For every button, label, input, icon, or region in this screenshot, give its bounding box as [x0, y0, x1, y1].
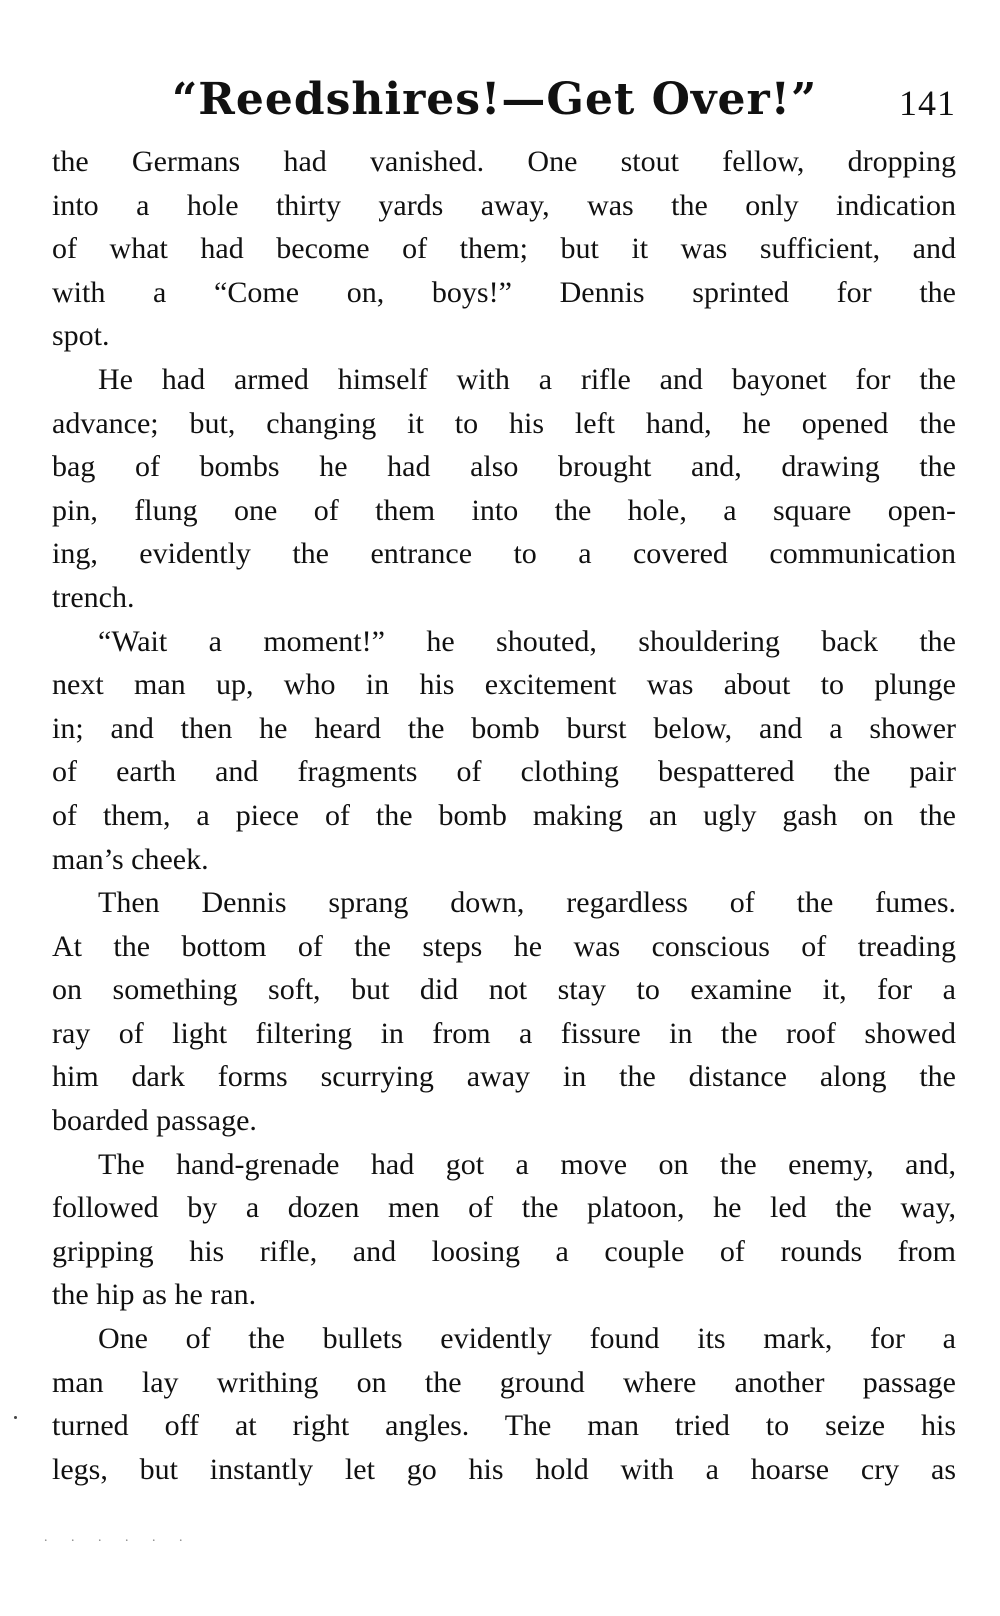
text-line: legs, but instantly let go his hold with a hoarse cry as [52, 1452, 956, 1486]
text-line: on something soft, but did not stay to examine it, for a [52, 973, 956, 1007]
text-line: advance; but, changing it to his left hand, he opened the [52, 406, 956, 440]
text-line: boarded passage. [52, 1104, 257, 1138]
text-line: spot. [52, 319, 110, 353]
text-line: of earth and fragments of clothing bespattered the pair [52, 755, 956, 789]
text-line: with a “Come on, boys!” Dennis sprinted for the [52, 275, 956, 309]
text-line: the Germans had vanished. One stout fellow, dropping [52, 145, 956, 178]
running-head [52, 72, 956, 132]
text-line: The hand-grenade had got a move on the enemy, and, [98, 1147, 956, 1181]
text-line: next man up, who in his excitement was about to plunge [52, 668, 956, 702]
text-line: ray of light filtering in from a fissure in the roof showed [52, 1016, 956, 1050]
text-line: of them, a piece of the bomb making an ugly gash on the [52, 798, 956, 832]
footer-dots: . . . . . . [44, 1530, 193, 1545]
text-line: in; and then he heard the bomb burst below, and a shower [52, 711, 956, 745]
text-line: pin, flung one of them into the hole, a square open- [52, 493, 956, 527]
text-line: At the bottom of the steps he was conscious of treading [52, 929, 956, 963]
page-number: 141 [899, 83, 956, 123]
text-line: He had armed himself with a rifle and bayonet for the [98, 362, 956, 396]
text-line: “Wait a moment!” he shouted, shouldering back the [98, 624, 956, 658]
text-line: ing, evidently the entrance to a covered communication [52, 537, 956, 571]
text-line: him dark forms scurrying away in the distance along the [52, 1060, 956, 1094]
text-line: bag of bombs he had also brought and, drawing the [52, 450, 956, 484]
text-line: man lay writhing on the ground where another passage [52, 1365, 956, 1399]
text-line: into a hole thirty yards away, was the only indication [52, 188, 956, 222]
text-line: turned off at right angles. The man tried to seize his [52, 1409, 956, 1443]
text-line: the hip as he ran. [52, 1278, 257, 1312]
text-line: man’s cheek. [52, 842, 209, 876]
margin-speck [14, 1416, 17, 1419]
body-text [52, 140, 956, 1491]
text-line: gripping his rifle, and loosing a couple of rounds from [52, 1234, 956, 1268]
text-line: trench. [52, 580, 135, 614]
text-line: One of the bullets evidently found its mark, for a [98, 1322, 956, 1356]
text-line: of what had become of them; but it was sufficient, and [52, 232, 956, 266]
chapter-title: “Reedshires!—Get Over!” [172, 74, 818, 125]
text-line: followed by a dozen men of the platoon, he led the way, [52, 1191, 956, 1225]
text-line: Then Dennis sprang down, regardless of the fumes. [98, 886, 956, 920]
